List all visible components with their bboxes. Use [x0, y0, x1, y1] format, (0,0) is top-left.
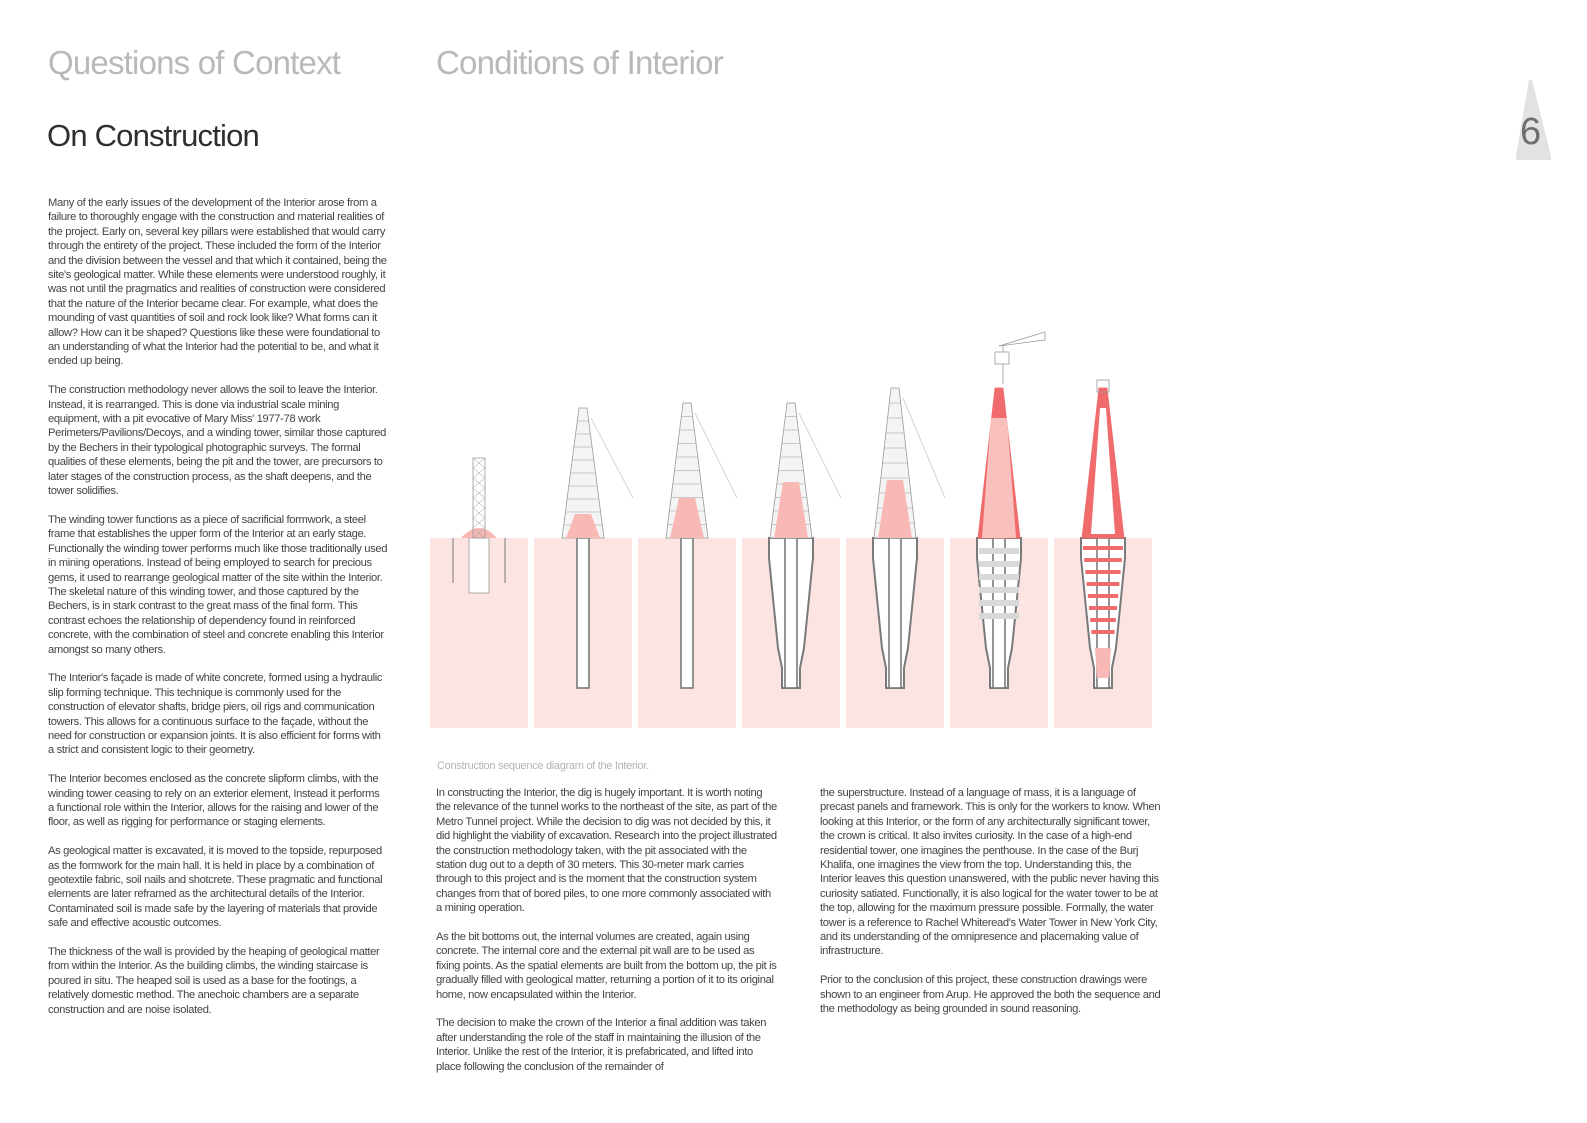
lattice-brace [473, 458, 485, 468]
floor-slab [1090, 618, 1116, 622]
stage-3 [638, 403, 737, 728]
floor-slab [1091, 630, 1114, 634]
lattice-brace [473, 478, 485, 488]
page-number: 6 [1520, 111, 1542, 153]
paragraph: The thickness of the wall is provided by the heaping of geological matter from within the Interior. As the building climbs, the winding staircase is poured in situ. The heaped soil is used as a base for the footings, a relatively domestic method. The anechoic chambers are a separate construction and are noise isolated. [48, 946, 380, 1016]
floor-slab [1085, 570, 1120, 574]
floor-slab [1083, 546, 1123, 550]
central-shaft [681, 538, 693, 688]
paragraph: As the bit bottoms out, the internal volumes are created, again using concrete. The internal core and the external pit wall are to be used as fixing points. As the spatial elements are built from the bottom up, the pit is gradually filled with geological matter, returning a portion of it to its original home, now encapsulated within the Interior. [436, 931, 777, 1001]
central-shaft [785, 538, 797, 688]
paragraph: As geological matter is excavated, it is moved to the topside, repurposed as the formwork for the main hall. It is held in place by a combination of geotextile fabric, soil nails and shotcrete. These pragmatic and functional elements are later reframed as the architectural details of the Interior. Contaminated soil is made safe by the layering of materials that provide safe and effective acoustic outcomes. [48, 845, 383, 930]
page-title: On Construction [47, 118, 259, 153]
lattice-brace [473, 468, 485, 478]
construction-sequence-diagram [430, 330, 1160, 730]
paragraph: The construction methodology never allows the soil to leave the Interior. Instead, it is rearranged. This is done via industrial scale mining equipment, with a pit evocative of Mary Miss' 1977-78 work Perimeters/Pavilions/Decoys, and a winding tower, similar those captured by the Bechers in their typological photographic surveys. The formal qualities of these elements, being the pit and the tower, are precursors to later stages of the construction process, as the shaft deepens, and the tower solidifies. [48, 384, 386, 498]
floor-slab [1084, 558, 1122, 562]
floor-slab [1087, 582, 1120, 586]
body-column-2 [436, 786, 778, 1088]
stage-5 [846, 388, 945, 728]
floor-slab [979, 613, 1019, 619]
paragraph: The decision to make the crown of the Interior a final addition was taken after understanding the role of the staff in maintaining the illusion of the Interior. Unlike the rest of the Interior, it is prefabricated, and lifted into place following the conclusion of the remainder of [436, 1017, 767, 1073]
paragraph: The Interior's façade is made of white concrete, formed using a hydraulic slip forming technique. This technique is commonly used for the construction of elevator shafts, bridge piers, oil rigs and communication towers. This allows for a continuous surface to the façade, without the need for construction or expansion joints. It is also efficient for forms with a strict and consistent logic to their geometry. [48, 672, 383, 757]
paragraph: The winding tower functions as a piece of sacrificial formwork, a steel frame that establishes the upper form of the Interior at an early stage. Functionally the winding tower performs much like those traditionally used in mining operations. Instead of being employed to search for precious gems, it used to rearrange geological matter of the site within the Interior. The skeletal nature of this winding tower, and those captured by the Bechers, is in stark contrast to the great mass of the final form. This contrast echoes the relationship of dependency found in reinforced concrete, with the combination of steel and concrete enabling this Interior amongst so many others. [48, 513, 388, 656]
stage-1 [430, 458, 528, 728]
section-title-context: Questions of Context [48, 44, 341, 81]
stage-6 [950, 332, 1048, 728]
fill-mound [982, 418, 1016, 538]
floor-slab [979, 574, 1019, 580]
lattice-brace [473, 518, 485, 528]
stage-7 [1054, 380, 1152, 728]
stage-2 [534, 408, 633, 728]
body-column-1 [48, 196, 388, 1031]
paragraph: The Interior becomes enclosed as the concrete slipform climbs, with the winding tower ceasing to rely on an exterior element, Instead it performs a functional role within the Interior, allows for the raising and lower of the floor, as well as rigging for performance or staging elements. [48, 773, 380, 829]
section-title-interior: Conditions of Interior [436, 44, 723, 81]
crown-module [995, 352, 1009, 364]
lower-chamber [1095, 648, 1111, 678]
figure-caption: Construction sequence diagram of the Interior. [437, 760, 649, 772]
floor-slab [1088, 594, 1118, 598]
floor-slab [979, 548, 1019, 554]
stage-4 [742, 403, 841, 728]
lattice-mast [473, 458, 485, 538]
paragraph: In constructing the Interior, the dig is hugely important. It is worth noting the relevance of the tunnel works to the northeast of the site, as part of the Metro Tunnel project. While the decision to dig was not decided by this, it did highlight the viability of excavation. Research into the project illustrated the construction methodology taken, with the pit associated with the station dug out to a depth of 30 meters. This 30-meter mark carries through to this project and is the moment that the construction system changes from that of bored piles, to one more commonly associated with a mining operation. [436, 787, 777, 915]
shaft [469, 538, 489, 593]
paragraph: Prior to the conclusion of this project, these construction drawings were shown to an engineer from Arup. He approved the both the sequence and the methodology as being grounded in sound reasoning. [820, 974, 1161, 1016]
floor-slab [979, 600, 1019, 606]
floor-slab [979, 561, 1019, 567]
body-column-3 [820, 786, 1164, 1031]
floor-slab [979, 587, 1019, 593]
central-shaft [577, 538, 589, 688]
lattice-brace [473, 498, 485, 508]
lattice-brace [473, 488, 485, 498]
crane-jib [999, 332, 1045, 346]
lattice-brace [473, 508, 485, 518]
paragraph: Many of the early issues of the development of the Interior arose from a failure to thoroughly engage with the construction and material realities of the project. Early on, several key pillars were established that would carry through the entirety of the project. These included the form of the Interior and the division between the vessel and that which it contained, being the site's geological matter. While these elements were understood roughly, it was not until the pragmatics and realities of construction were considered that the nature of the Interior became clear. For example, what does the mounding of vast quantities of soil and rock look like? What forms can it allow? How can it be shaped? Questions like these were foundational to an understanding of what the Interior had the potential to be, and what it ended up being. [48, 197, 387, 368]
central-shaft [889, 538, 901, 688]
floor-slab [1089, 606, 1117, 610]
paragraph: the superstructure. Instead of a language of mass, it is a language of precast panels and framework. This is only for the workers to know. When looking at this Interior, or the form of any architecturally significant tower, the crown is critical. It also invites curiosity. In the case of a high-end residential tower, one imagines the penthouse. In the case of the Burj Khalifa, one imagines the view from the top. Understanding this, the Interior leaves this question unanswered, with the public never having this curiosity satiated. Functionally, it is also logical for the water tower to be at the top, allowing for the maximum pressure possible. Formally, the water tower is a reference to Rachel Whiteread's Water Tower in New York City, and its understanding of the omnipresence and placemaking value of infrastructure. [820, 787, 1161, 958]
